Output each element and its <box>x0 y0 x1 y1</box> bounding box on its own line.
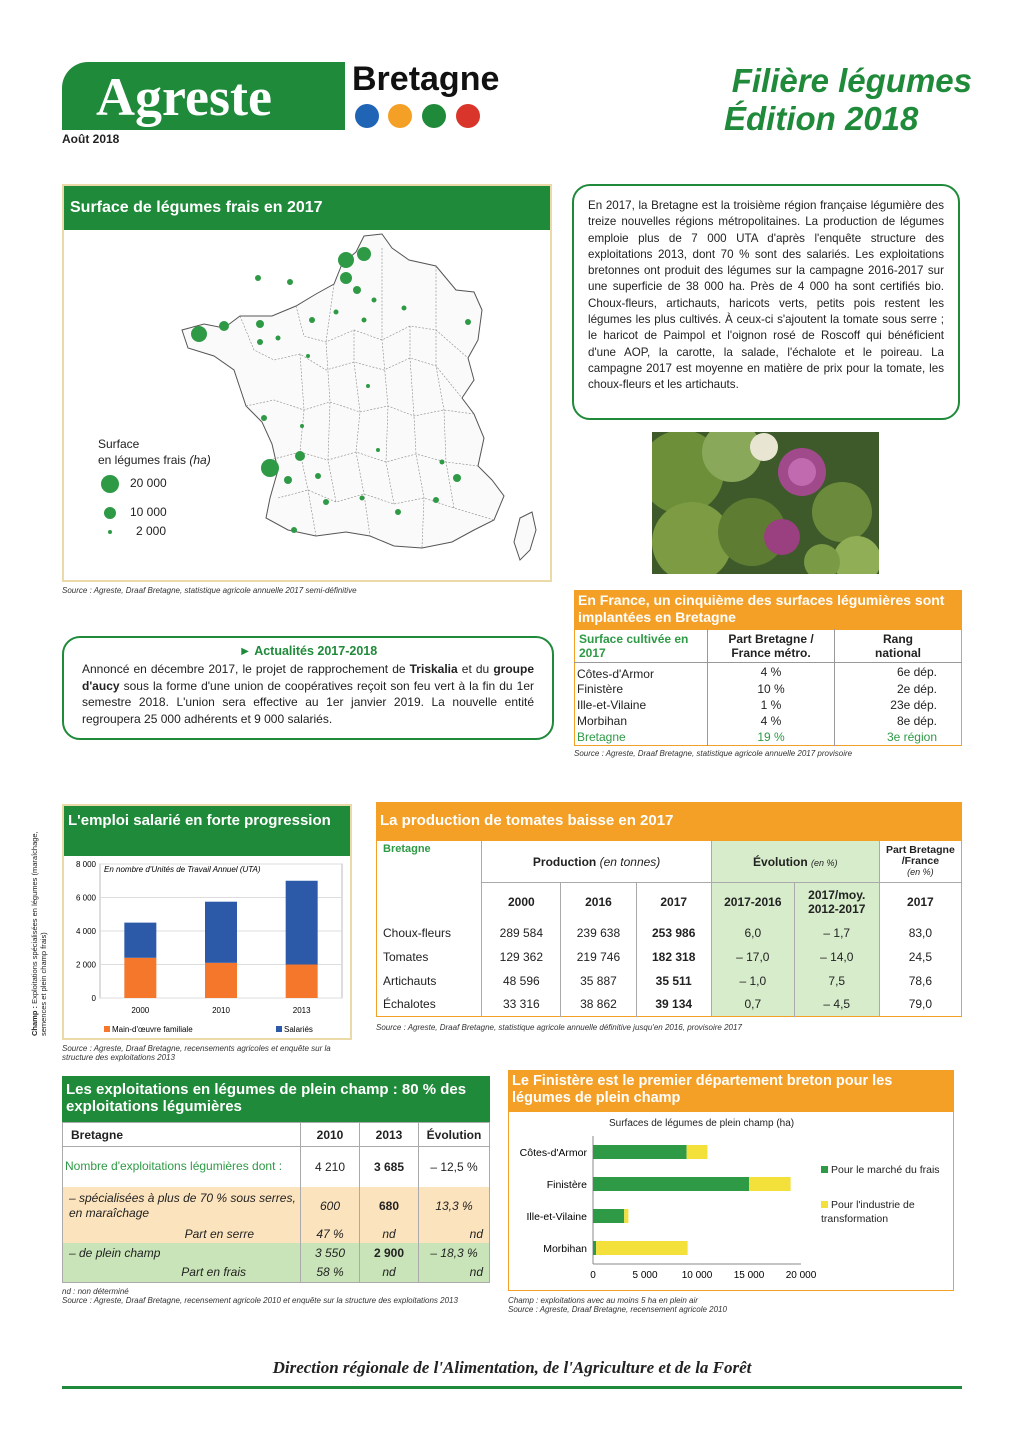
dot-orange <box>388 104 412 128</box>
farms-r2-evol: 13,3 % <box>419 1187 490 1225</box>
fs-r3-part: 4 % <box>708 713 835 729</box>
news-p3: sous la forme d'une union de coopératives reçoit son feu vert à la fin du 1er semestre 2018. L'union sera effective au 1er janvier 2019. La nouvelle entité regroupera 25 000 adhérents et 9 000 salariés. <box>82 678 534 726</box>
news-p2: et du <box>461 662 490 676</box>
y-tick-label: 8 000 <box>75 860 96 869</box>
tom-h-part-label: Part Bretagne /France <box>885 844 955 867</box>
dot-blue <box>355 104 379 128</box>
fin-legend-industry-label: Pour l'industrie de transformation <box>821 1199 915 1225</box>
x-tick-label: 5 000 <box>632 1270 658 1281</box>
map-legend-small: 2 000 <box>136 524 167 538</box>
fs-r2-part: 1 % <box>708 697 835 713</box>
table-row <box>377 921 962 945</box>
table-row <box>63 1187 490 1225</box>
finistere-title: Le Finistère est le premier département breton pour les légumes de plein champ <box>508 1070 954 1112</box>
farms-r3-2010: 47 % <box>301 1225 360 1243</box>
news-box <box>62 636 554 740</box>
fs-r0-name: Côtes-d'Armor <box>575 663 708 682</box>
farms-r4-2013: 2 900 <box>360 1243 419 1263</box>
finistere-panel <box>508 1070 954 1314</box>
farms-r4-2010: 3 550 <box>301 1243 360 1263</box>
table-row <box>63 1225 490 1243</box>
tom-h-production-label: Production <box>532 854 597 869</box>
table-row <box>575 729 962 746</box>
bar <box>124 958 156 998</box>
employment-panel <box>62 804 352 1040</box>
y-tick-label: 4 000 <box>75 927 96 936</box>
employment-source: Source : Agreste, Draaf Bretagne, recensements agricoles et enquête sur la structure des exploitations 2013 <box>62 1044 331 1062</box>
map-legend-circles <box>96 474 126 544</box>
region-name: Bretagne <box>352 60 500 98</box>
y-tick-label: 6 000 <box>75 893 96 903</box>
news-b1: Triskalia <box>409 662 458 676</box>
intro-text: En 2017, la Bretagne est la troisième région française légumière des treize nouvelles régions métropolitaines. La production de légumes emploie plus de 7 000 UTA d'après l'enquête structure des exploitations 2013, dont 70 % sont des salariés. Les exploitations bretonnes ont produit des légumes sur la campagne 2016-2017 sur une superficie de 38 000 ha. Près de 4 000 ha sont certifiés bio. Choux-fleurs, artichauts, haricots verts, petits pois restent les légumes les plus cultivés. À ceux-ci s'ajoutent la tomate sous serre ; le haricot de Paimpol et l'oignon rosé de Roscoff qui bénéficient d'une AOP, la carotte, la salade, l'échalote et le poireau. La campagne 2017 est moyenne en matière de prix pour la tomate, les choux-fleurs et les artichauts. <box>588 199 944 392</box>
finistere-note: Champ : exploitations avec au moins 5 ha en plein air <box>508 1296 698 1305</box>
finistere-source: Source : Agreste, Draaf Bretagne, recensement agricole 2010 <box>508 1305 727 1314</box>
legend-swatch-family <box>104 1026 110 1032</box>
employment-ylabel-prefix: Champ : <box>30 1006 39 1036</box>
tom-r3-v2016: 38 862 <box>561 993 636 1017</box>
tom-r2-e1: – 1,0 <box>711 969 794 993</box>
bar-fresh <box>593 1209 624 1223</box>
farms-table <box>62 1122 490 1283</box>
table-row <box>377 993 962 1017</box>
tom-r0-v2016: 239 638 <box>561 921 636 945</box>
finistere-subtitle: Surfaces de légumes de plein champ (ha) <box>609 1118 795 1129</box>
fs-col1: Part Bretagne / France métro. <box>708 630 835 663</box>
map-legend-medium: 10 000 <box>130 505 167 519</box>
fin-legend-fresh <box>821 1164 947 1176</box>
y-tick-label: 0 <box>91 994 96 1003</box>
france-share-header <box>575 630 962 663</box>
map-legend-title-1: Surface <box>98 437 140 451</box>
fs-col0: Surface cultivée en 2017 <box>575 630 708 663</box>
map-source: Source : Agreste, Draaf Bretagne, statistique agricole annuelle 2017 semi-définitive <box>62 586 357 595</box>
fs-r1-part: 10 % <box>708 681 835 697</box>
tom-h-production-unit: (en tonnes) <box>599 854 661 869</box>
farms-r1-2010: 4 210 <box>301 1147 360 1187</box>
tom-r0-part: 83,0 <box>879 921 961 945</box>
fs-col2: Rang national <box>874 632 921 660</box>
farms-r5-2013: nd <box>360 1263 419 1283</box>
farms-r2-label: – spécialisées à plus de 70 % sous serres, en maraîchage <box>69 1190 296 1220</box>
map-legend-title-2: en légumes frais <box>98 453 187 467</box>
tom-y2: 2017 <box>636 883 711 921</box>
fs-r0-rang: 6e dép. <box>896 665 937 679</box>
x-tick-label: 0 <box>590 1270 596 1281</box>
tom-r1-v2017: 182 318 <box>636 945 711 969</box>
footer-rule <box>62 1386 962 1389</box>
tom-r3-e1: 0,7 <box>711 993 794 1017</box>
agreste-logo <box>62 62 345 130</box>
farms-r4-label: – de plein champ <box>69 1245 161 1260</box>
france-share-panel <box>574 590 962 758</box>
map-legend-unit: (ha) <box>189 453 211 467</box>
fs-r2-name: Ille-et-Vilaine <box>575 697 708 713</box>
tom-r0-v2017: 253 986 <box>636 921 711 945</box>
fin-legend-industry-swatch <box>821 1201 828 1208</box>
tom-r1-e1: – 17,0 <box>711 945 794 969</box>
france-share-source: Source : Agreste, Draaf Bretagne, statistique agricole annuelle 2017 provisoire <box>574 749 853 758</box>
table-row <box>63 1243 490 1263</box>
category-label: Côtes-d'Armor <box>519 1147 587 1159</box>
bar <box>286 881 318 965</box>
tom-h-evolution-label: Évolution <box>753 854 808 869</box>
table-row <box>575 697 962 713</box>
legend-family: Main-d'œuvre familiale <box>112 1025 193 1034</box>
tom-r1-name: Tomates <box>383 949 429 964</box>
farms-r1-2013: 3 685 <box>360 1147 419 1187</box>
farms-r1-label: Nombre d'exploitations légumières dont : <box>65 1159 283 1174</box>
farms-r3-evol: nd <box>419 1225 490 1243</box>
farms-r5-label: Part en frais <box>181 1265 246 1280</box>
tom-r3-e2: – 4,5 <box>794 993 879 1017</box>
tom-y5: 2017 <box>879 883 961 921</box>
dot-green <box>422 104 446 128</box>
fs-r0-part: 4 % <box>708 663 835 682</box>
vegetables-photo-svg <box>652 432 879 574</box>
tomatoes-table <box>376 840 962 1017</box>
corsica-outline <box>514 512 536 560</box>
fs-r3-name: Morbihan <box>575 713 708 729</box>
farms-panel <box>62 1076 490 1305</box>
bar-industry <box>624 1209 628 1223</box>
fin-legend-fresh-swatch <box>821 1166 828 1173</box>
fin-legend-fresh-label: Pour le marché du frais <box>831 1164 940 1176</box>
tomatoes-panel <box>376 802 962 1032</box>
bar-fresh <box>593 1177 749 1191</box>
fin-legend-industry <box>821 1198 941 1226</box>
legend-salaried: Salariés <box>284 1025 313 1034</box>
brand-dots-svg <box>354 103 489 131</box>
farms-h-evol: Évolution <box>419 1123 490 1147</box>
bar-industry <box>687 1145 708 1159</box>
farms-title: Les exploitations en légumes de plein champ : 80 % des exploitations légumières <box>62 1076 490 1122</box>
tom-region: Bretagne <box>383 843 431 855</box>
farms-h-2010: 2010 <box>301 1123 360 1147</box>
farms-h-region: Bretagne <box>71 1127 124 1142</box>
bar-industry <box>596 1241 688 1255</box>
farms-r5-evol: nd <box>419 1263 490 1283</box>
publication-date: Août 2018 <box>62 132 120 146</box>
y-tick-label: 2 000 <box>75 960 96 970</box>
news-p1: Annoncé en décembre 2017, le projet de rapprochement de <box>82 662 406 676</box>
table-row <box>63 1147 490 1187</box>
map-panel <box>62 184 552 582</box>
category-label: Ille-et-Vilaine <box>526 1211 587 1223</box>
farms-r4-evol: – 18,3 % <box>419 1243 490 1263</box>
tomatoes-title: La production de tomates baisse en 2017 <box>376 802 962 840</box>
category-label: Finistère <box>546 1179 587 1191</box>
x-tick-label: 2010 <box>212 1006 230 1015</box>
table-row <box>63 1263 490 1283</box>
finistere-chart-frame <box>508 1112 954 1291</box>
tom-r2-v2000: 48 596 <box>482 969 561 993</box>
tom-r3-name: Échalotes <box>383 997 436 1012</box>
tom-y3: 2017-2016 <box>711 883 794 921</box>
bar-industry <box>749 1177 791 1191</box>
table-row <box>377 945 962 969</box>
table-row <box>575 713 962 729</box>
map-title: Surface de légumes frais en 2017 <box>64 186 550 230</box>
tom-r2-v2016: 35 887 <box>561 969 636 993</box>
news-text <box>82 661 534 727</box>
tom-r1-v2000: 129 362 <box>482 945 561 969</box>
fs-r4-rang: 3e région <box>886 730 937 744</box>
france-share-table <box>574 629 962 746</box>
employment-ylabel <box>30 816 48 1036</box>
bar <box>286 965 318 999</box>
fs-r4-name: Bretagne <box>575 729 708 746</box>
france-share-title: En France, un cinquième des surfaces légumières sont implantées en Bretagne <box>574 590 962 629</box>
employment-title: L'emploi salarié en forte progression <box>64 806 350 856</box>
farms-r1-evol: – 12,5 % <box>419 1147 490 1187</box>
dot-red <box>456 104 480 128</box>
category-label: Morbihan <box>543 1243 587 1255</box>
tom-h-part-unit: (en %) <box>907 867 934 877</box>
tom-h-evolution-unit: (en %) <box>811 857 838 868</box>
map-legend-title <box>98 436 211 468</box>
fs-r2-rang: 23e dép. <box>890 698 937 712</box>
brand-dots <box>354 103 489 136</box>
fs-r3-rang: 8e dép. <box>896 714 937 728</box>
tom-r0-e1: 6,0 <box>711 921 794 945</box>
tom-r2-e2: 7,5 <box>794 969 879 993</box>
farms-r3-2013: nd <box>360 1225 419 1243</box>
news-b2: groupe d'aucy <box>82 662 534 693</box>
table-row <box>575 663 962 682</box>
bar-fresh <box>593 1241 596 1255</box>
fs-r4-part: 19 % <box>708 729 835 746</box>
tom-r3-v2000: 33 316 <box>482 993 561 1017</box>
farms-r5-2010: 58 % <box>301 1263 360 1283</box>
farms-note: nd : non déterminé <box>62 1287 129 1296</box>
farms-r2-2010: 600 <box>301 1187 360 1225</box>
bar <box>205 963 237 998</box>
fs-r1-name: Finistère <box>575 681 708 697</box>
tom-r2-v2017: 35 511 <box>636 969 711 993</box>
tom-r2-part: 78,6 <box>879 969 961 993</box>
x-tick-label: 15 000 <box>733 1270 765 1281</box>
legend-swatch-salaried <box>276 1026 282 1032</box>
tom-y4: 2017/moy. 2012-2017 <box>794 883 879 921</box>
legend-circle-large <box>101 475 119 493</box>
footer-text: Direction régionale de l'Alimentation, de l'Agriculture et de la Forêt <box>272 1358 752 1377</box>
tomatoes-source: Source : Agreste, Draaf Bretagne, statistique agricole annuelle définitive jusqu'en 2016, provisoire 2017 <box>376 1023 742 1032</box>
x-tick-label: 20 000 <box>785 1270 817 1281</box>
x-tick-label: 2013 <box>292 1006 311 1015</box>
tom-r1-v2016: 219 746 <box>561 945 636 969</box>
employment-ylabel-text: Exploitations spécialisées en légumes (maraîchage, semences et plein champ frais) <box>30 831 48 1036</box>
x-tick-label: 10 000 <box>681 1270 713 1281</box>
tom-y1: 2016 <box>561 883 636 921</box>
tom-r0-v2000: 289 584 <box>482 921 561 945</box>
bar <box>205 902 237 963</box>
table-row <box>377 969 962 993</box>
legend-circle-small <box>108 530 112 534</box>
tom-r0-name: Choux-fleurs <box>383 925 452 940</box>
table-row <box>575 681 962 697</box>
logo-text: Agreste <box>96 67 272 127</box>
farms-r3-label: Part en serre <box>184 1226 254 1241</box>
tom-r1-e2: – 14,0 <box>794 945 879 969</box>
tom-r2-name: Artichauts <box>383 973 437 988</box>
doc-title-2: Édition 2018 <box>724 100 919 137</box>
tom-r1-part: 24,5 <box>879 945 961 969</box>
bar-fresh <box>593 1145 687 1159</box>
intro-box <box>572 184 960 420</box>
unit-note: En nombre d'Unités de Travail Annuel (UTA) <box>104 865 261 874</box>
legend-circle-medium <box>104 507 116 519</box>
vegetables-photo <box>652 432 879 574</box>
x-tick-label: 2000 <box>131 1006 150 1015</box>
farms-h-2013: 2013 <box>360 1123 419 1147</box>
employment-chart <box>64 858 350 1038</box>
news-title: ► Actualités 2017-2018 <box>238 644 378 658</box>
fs-r1-rang: 2e dép. <box>896 682 937 696</box>
tom-h-evolution <box>711 841 879 883</box>
farms-source: Source : Agreste, Draaf Bretagne, recensement agricole 2010 et enquête sur la structure des exploitations 2013 <box>62 1296 458 1305</box>
tom-y0: 2000 <box>482 883 561 921</box>
doc-title-1: Filière légumes <box>731 62 972 99</box>
bar <box>124 923 156 958</box>
tom-r3-v2017: 39 134 <box>636 993 711 1017</box>
farms-r2-2013: 680 <box>360 1187 419 1225</box>
tom-r0-e2: – 1,7 <box>794 921 879 945</box>
tom-h-part <box>879 841 961 883</box>
tom-r3-part: 79,0 <box>879 993 961 1017</box>
tom-h-production <box>482 841 711 883</box>
map-legend-large: 20 000 <box>130 476 167 490</box>
